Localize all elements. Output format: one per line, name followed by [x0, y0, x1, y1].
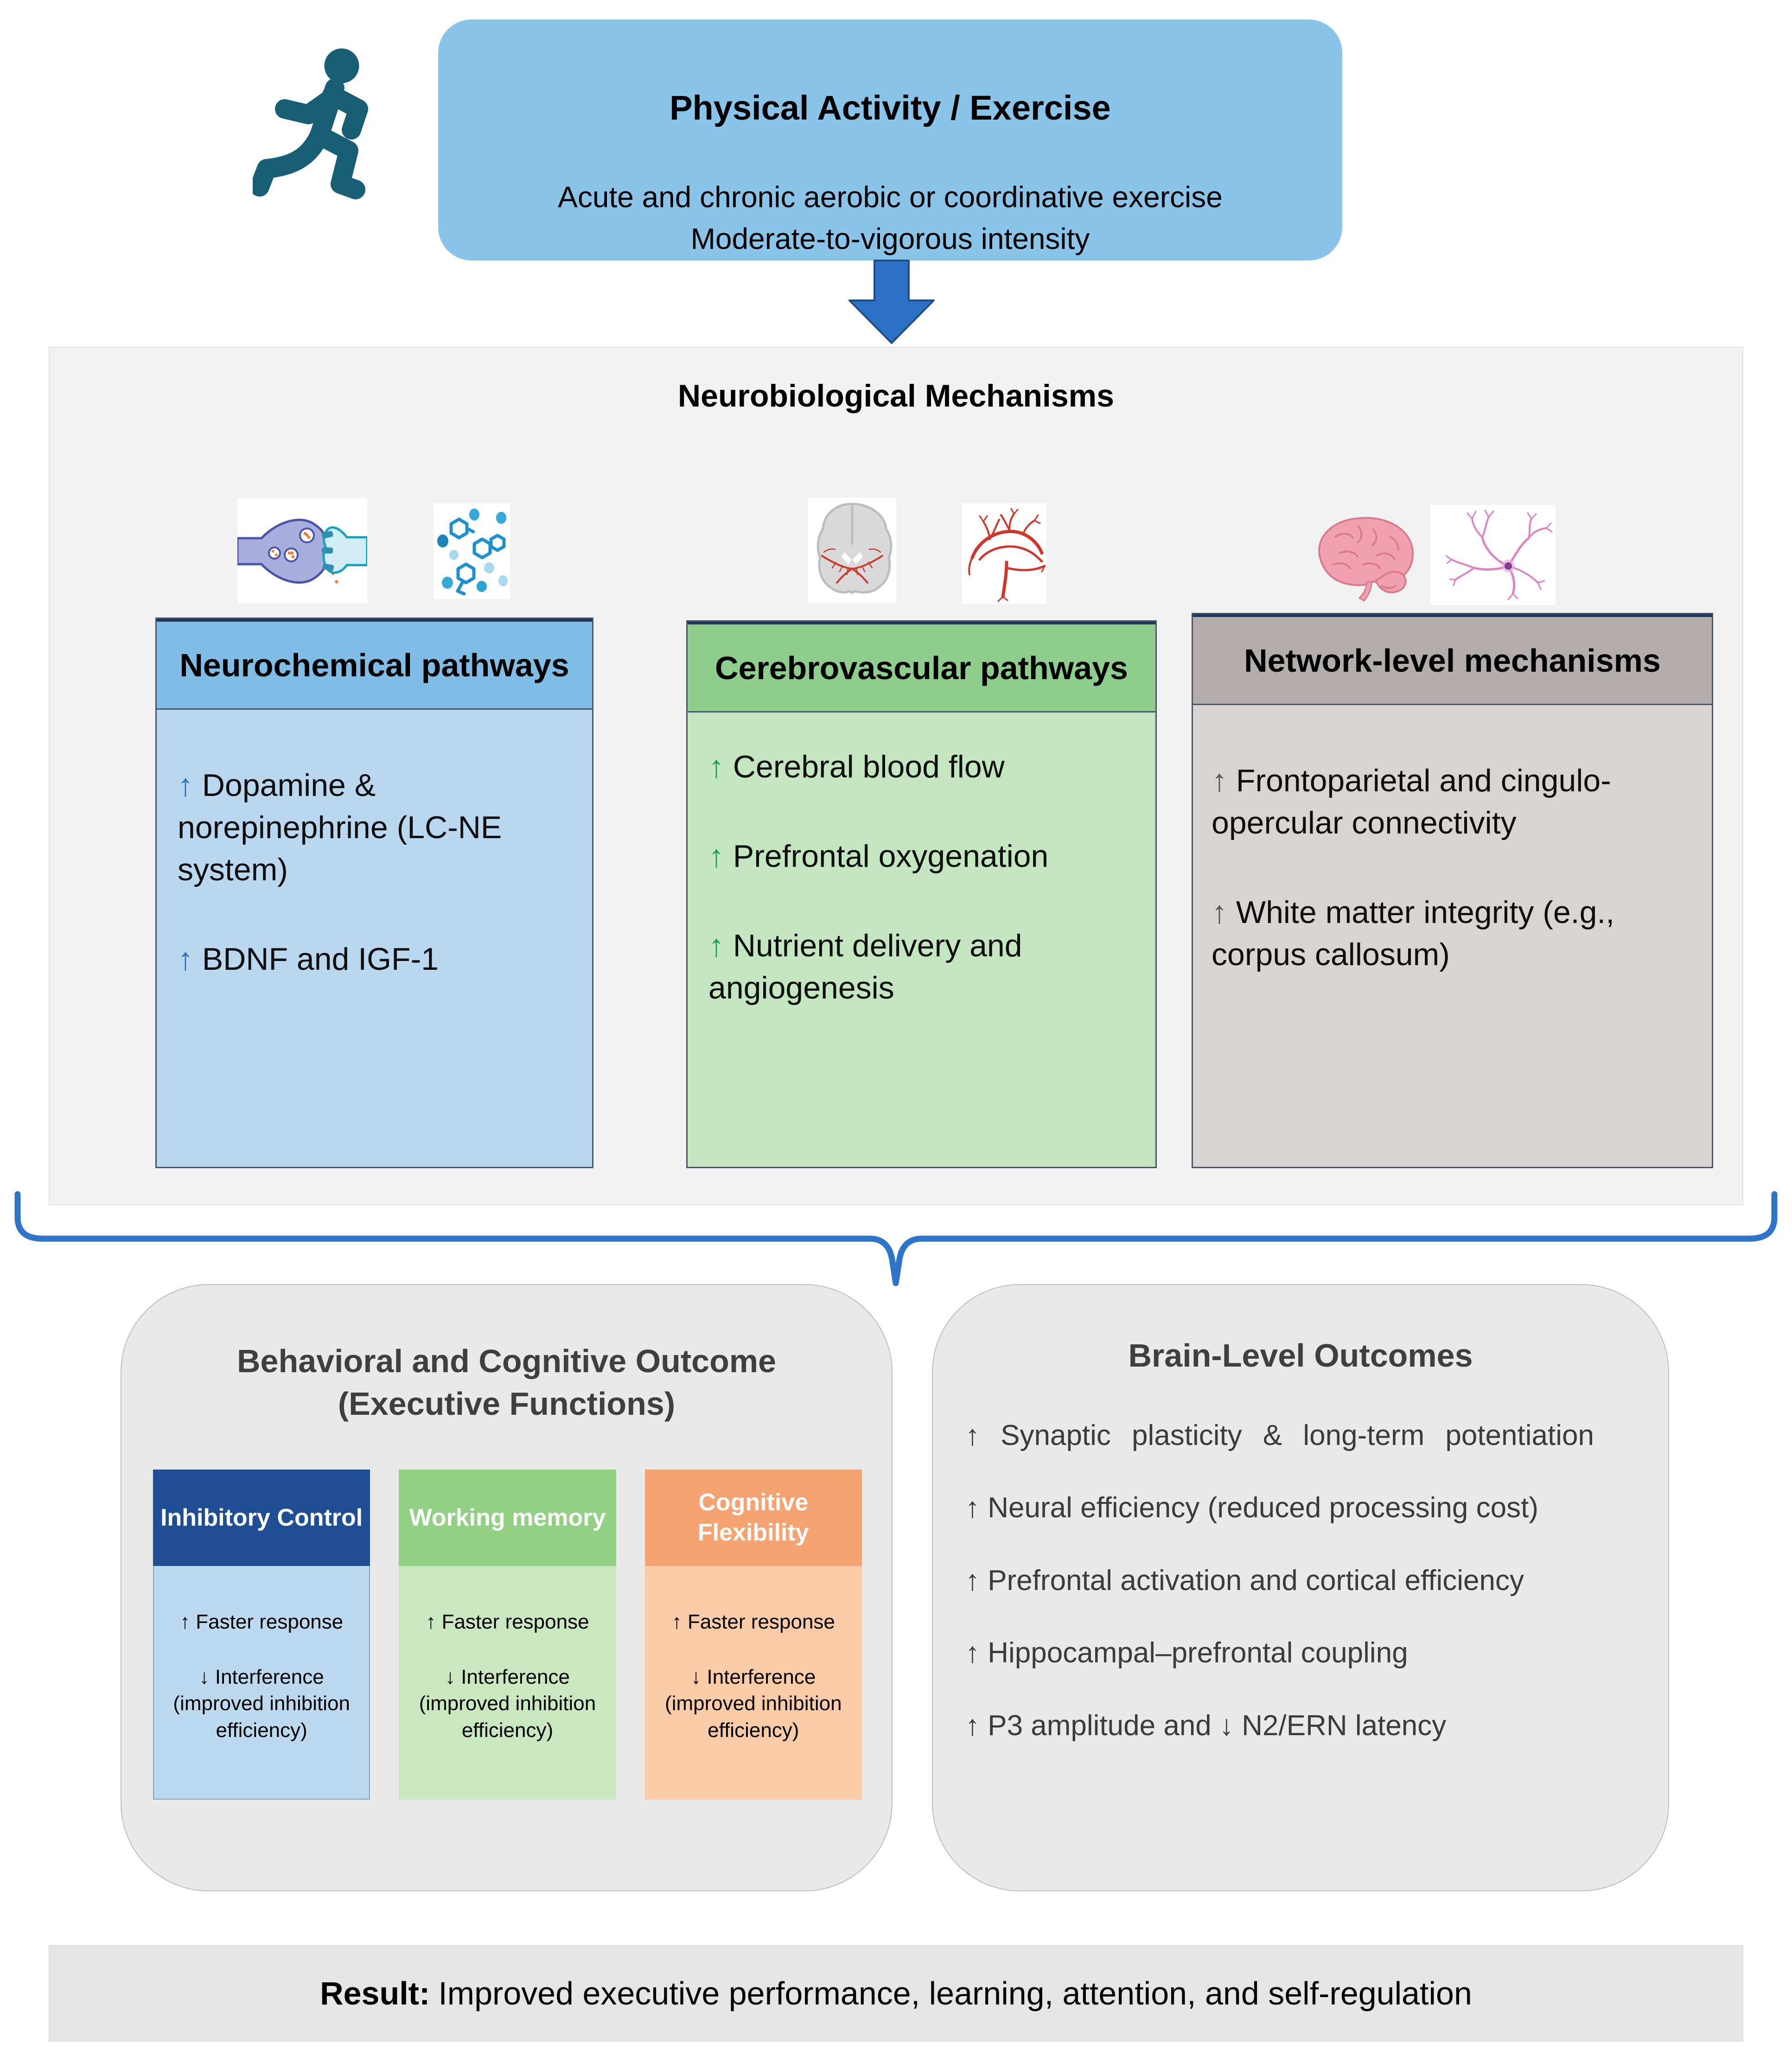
up-arrow-glyph: ↑: [178, 768, 193, 803]
subcolumn-item: ↑ Faster response: [180, 1610, 344, 1633]
brain-level-item: ↑ Prefrontal activation and cortical efficiency: [965, 1564, 1524, 1597]
brain-level-box: [932, 1284, 1669, 1891]
mech-item: [1212, 891, 1693, 976]
neuron-card: [1430, 505, 1556, 605]
column-header: Neurochemical pathways: [157, 619, 592, 710]
brain-level-items: [965, 1417, 1636, 1745]
down-arrow-icon-wrap: [848, 260, 936, 344]
molecules-card: [434, 503, 510, 599]
subcolumn-header: Cognitive Flexibility: [645, 1470, 862, 1566]
up-arrow-glyph: ↑: [708, 749, 724, 784]
mech-item-text: Frontoparietal and cingulo-opercular connectivity: [1212, 763, 1611, 841]
up-arrow-glyph: ↑: [178, 942, 193, 977]
mech-item: [178, 938, 571, 980]
brain-level-item: ↑ Hippocampal–prefrontal coupling: [965, 1637, 1408, 1669]
synapse-icon: [237, 498, 367, 604]
mech-item-text: Prefrontal oxygenation: [733, 839, 1049, 874]
up-arrow-glyph: ↑: [708, 839, 724, 874]
mech-item-text: Cerebral blood flow: [733, 749, 1005, 784]
column-body: [157, 710, 592, 1167]
up-arrow-glyph: ↑: [1212, 763, 1227, 798]
brain-icon: [1307, 509, 1426, 604]
brain-level-item: ↑ P3 amplitude and ↓ N2/ERN latency: [965, 1709, 1447, 1742]
brain-slice-icon: [808, 497, 896, 603]
column-cerebrovascular: [686, 620, 1157, 1168]
subcolumn-body: [153, 1566, 370, 1800]
column-body: [688, 713, 1155, 1167]
up-arrow-glyph: ↑: [708, 928, 724, 964]
mech-item-text: White matter integrity (e.g., corpus callosum): [1212, 895, 1615, 973]
mech-item: [178, 764, 571, 891]
mech-item: [708, 925, 1135, 1009]
subcolumn-header: Working memory: [399, 1470, 616, 1566]
behavioral-title-line1: Behavioral and Cognitive Outcome: [237, 1343, 776, 1379]
subcolumn-inhibitory-control: [153, 1470, 370, 1800]
column-neurochemical: [155, 617, 593, 1168]
vasculature-card: [962, 503, 1046, 604]
behavioral-subcolumns: [153, 1470, 862, 1800]
exercise-subtitle-2: Moderate-to-vigorous intensity: [690, 222, 1090, 255]
subcolumn-body: [399, 1566, 616, 1800]
column-header: Cerebrovascular pathways: [688, 622, 1155, 713]
mech-item: [708, 746, 1135, 788]
vasculature-icon: [962, 503, 1046, 604]
exercise-subtitle-1: Acute and chronic aerobic or coordinative exercise: [558, 180, 1223, 214]
exercise-box: [438, 19, 1342, 261]
up-arrow-glyph: ↑: [1212, 895, 1227, 930]
molecules-icon: [434, 503, 510, 599]
subcolumn-item: ↓ Interference (improved inhibition efficiency): [173, 1666, 350, 1742]
behavioral-title-line2: (Executive Functions): [338, 1386, 676, 1422]
subcolumn-item: ↓ Interference (improved inhibition efficiency): [419, 1666, 596, 1742]
brain-icon-wrap: [1307, 509, 1426, 604]
down-arrow-icon: [848, 260, 936, 344]
exercise-title: Physical Activity / Exercise: [670, 89, 1111, 127]
mech-item: [1212, 760, 1693, 844]
subcolumn-body: [645, 1566, 862, 1800]
brain-slice-card: [808, 497, 896, 603]
subcolumn-header: Inhibitory Control: [153, 1470, 370, 1566]
mechanisms-title: Neurobiological Mechanisms: [678, 378, 1114, 414]
behavioral-box: [121, 1284, 893, 1891]
column-header: Network-level mechanisms: [1193, 614, 1712, 705]
mech-item-text: Nutrient delivery and angiogenesis: [708, 928, 1022, 1006]
result-bar: [49, 1945, 1743, 2042]
brain-level-item: ↑ Neural efficiency (reduced processing cost): [965, 1492, 1538, 1524]
subcolumn-working-memory: [399, 1470, 616, 1800]
synapse-card: [237, 498, 367, 604]
brain-level-title: Brain-Level Outcomes: [1128, 1337, 1473, 1374]
column-network-level: [1192, 613, 1713, 1168]
result-label: Result:: [320, 1975, 430, 2011]
runner-icon: [253, 44, 406, 243]
subcolumn-cognitive-flexibility: [645, 1470, 862, 1800]
result-text: Improved executive performance, learning, attention, and self-regulation: [438, 1975, 1472, 2011]
mech-item: [708, 835, 1135, 878]
subcolumn-item: ↑ Faster response: [671, 1610, 835, 1633]
mech-item-text: Dopamine & norepinephrine (LC-NE system): [178, 768, 502, 888]
brain-level-item: ↑ Synaptic plasticity & long-term potentiation: [965, 1419, 1594, 1451]
column-body: [1193, 705, 1712, 1167]
runner-icon-wrap: [253, 44, 406, 243]
neuron-icon: [1430, 505, 1556, 605]
subcolumn-item: ↓ Interference (improved inhibition efficiency): [665, 1666, 842, 1742]
subcolumn-item: ↑ Faster response: [426, 1610, 589, 1633]
mech-item-text: BDNF and IGF-1: [202, 942, 439, 977]
